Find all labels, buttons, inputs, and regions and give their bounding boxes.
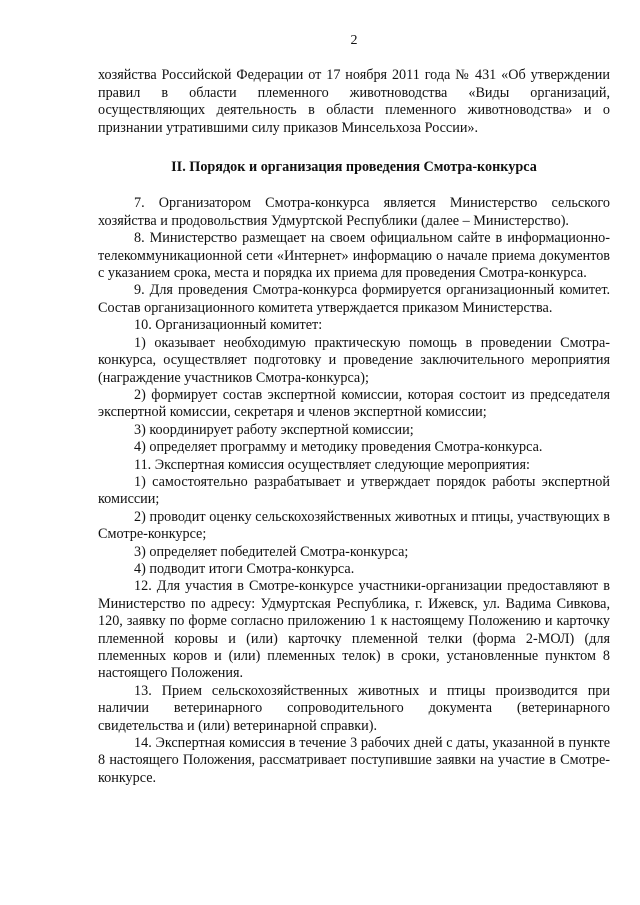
- section-title: II. Порядок и организация проведения Смотра-конкурса: [171, 159, 537, 176]
- paragraph-11-item-4: 4) подводит итоги Смотра-конкурса.: [134, 560, 355, 577]
- paragraph-10-item-2: 2) формирует состав экспертной комиссии, которая состоит из председателя экспертной комиссии, секретаря и членов экспертной комиссии;: [98, 386, 610, 421]
- paragraph-7: 7. Организатором Смотра-конкурса является Министерство сельского хозяйства и продовольствия Удмуртской Республики (далее – Министерство).: [98, 195, 610, 229]
- intro-paragraph: хозяйства Российской Федерации от 17 ноября 2011 года № 431 «Об утверждении правил в области племенного животноводства «Виды организаций, осуществляющих деятельность в области племенного животноводства» и о признании утратившими силу приказов Минсельхоза России».: [98, 67, 610, 136]
- paragraph-8: 8. Министерство размещает на своем официальном сайте в информационно-телекоммуникационной сети «Интернет» информацию о начале приема документов с указанием срока, места и порядка их приема для проведения Смотра-конкурса.: [98, 230, 610, 282]
- paragraph-9: 9. Для проведения Смотра-конкурса формируется организационный комитет. Состав организационного комитета утверждается приказом Министерства.: [98, 282, 610, 316]
- paragraph-10-item-4: 4) определяет программу и методику проведения Смотра-конкурса.: [134, 439, 543, 456]
- paragraph-10-item-3: 3) координирует работу экспертной комиссии;: [134, 421, 414, 438]
- paragraph-14: 14. Экспертная комиссия в течение 3 рабочих дней с даты, указанной в пункте 8 настоящего Положения, рассматривает поступившие заявки на участие в Смотре-конкурсе.: [98, 735, 610, 786]
- paragraph-11-item-1: 1) самостоятельно разрабатывает и утверждает порядок работы экспертной комиссии;: [98, 473, 610, 508]
- paragraph-11-item-3: 3) определяет победителей Смотра-конкурса;: [134, 543, 409, 560]
- document-page: [98, 32, 610, 787]
- paragraph-12: 12. Для участия в Смотре-конкурсе участники-организации предоставляют в Министерство по адресу: Удмуртская Республика, г. Ижевск, ул. Вадима Сивкова, 120, заявку по форме согласно приложению 1 к настоящему Положению и карточку племенной коровы и (или) карточку племенной телки (форма 2-МОЛ) (для племенных коров и (или) племенных телок) в сроки, установленные пунктом 8 настоящего Положения.: [98, 578, 610, 682]
- page-number: 2: [350, 33, 358, 48]
- paragraph-11-item-2: 2) проводит оценку сельскохозяйственных животных и птицы, участвующих в Смотре-конкурсе;: [98, 508, 610, 543]
- paragraph-11: 11. Экспертная комиссия осуществляет следующие мероприятия:: [134, 456, 530, 473]
- paragraph-10: 10. Организационный комитет:: [134, 317, 323, 334]
- paragraph-10-item-1: 1) оказывает необходимую практическую помощь в проведении Смотра-конкурса, осуществляет подготовку и проведение заключительного мероприятия (награждение участников Смотра-конкурса);: [98, 334, 610, 386]
- paragraph-13: 13. Прием сельскохозяйственных животных и птицы производится при наличии ветеринарного сопроводительного документа (ветеринарного свидетельства и (или) ветеринарной справки).: [98, 682, 610, 734]
